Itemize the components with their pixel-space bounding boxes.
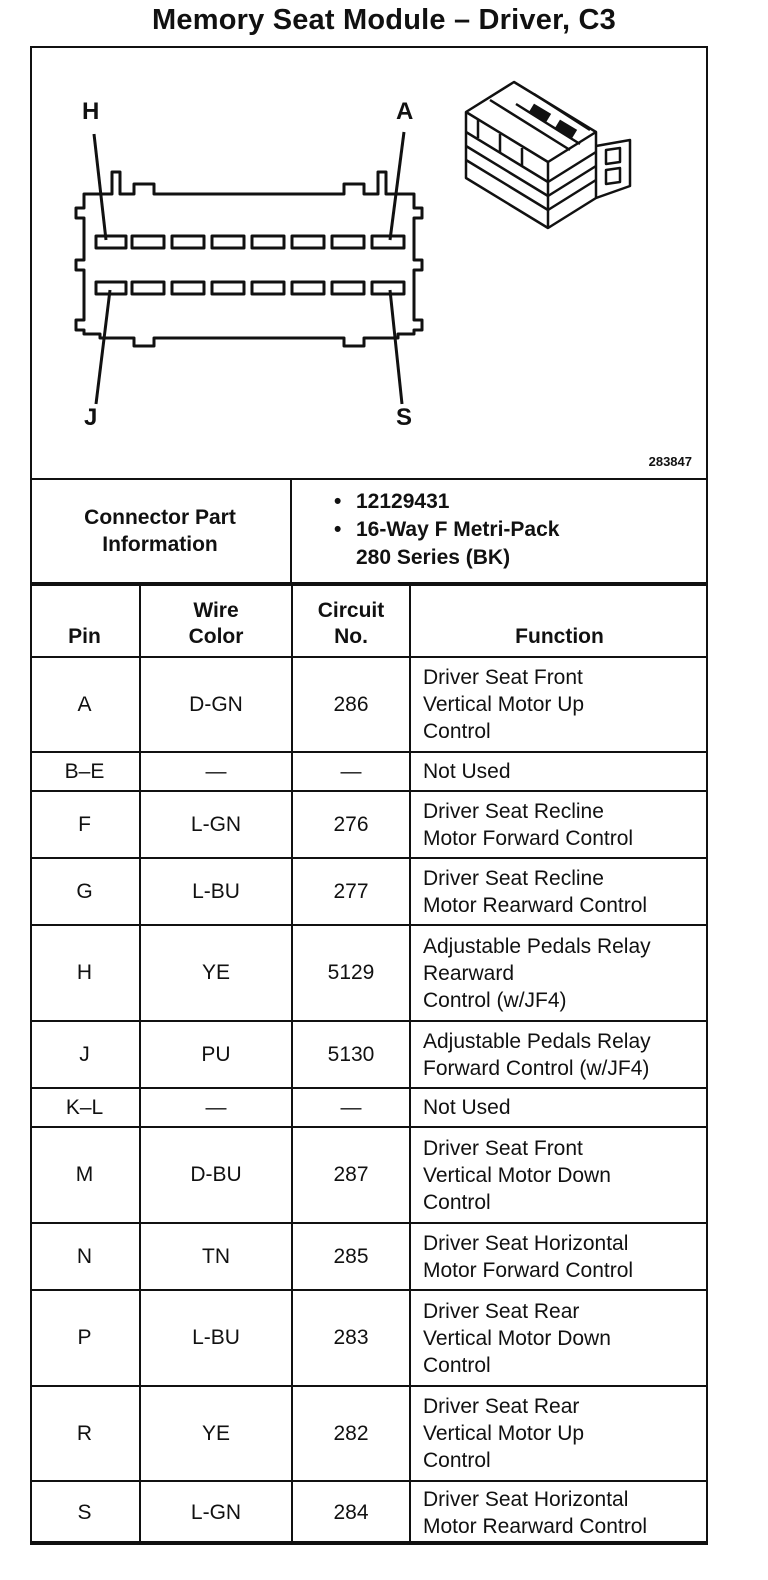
function-cell: Driver Seat Front Vertical Motor Down Control <box>410 1127 708 1223</box>
pin-j-label: J <box>84 404 98 431</box>
function-cell: Not Used <box>410 1088 708 1127</box>
figure-number: 283847 <box>648 454 692 469</box>
pin-cell: A <box>30 657 140 752</box>
circuit-no-cell: 277 <box>292 858 410 925</box>
wire-color-cell: YE <box>140 925 292 1021</box>
connector-info-label: Connector Part Information <box>30 480 292 582</box>
circuit-no-cell: 276 <box>292 791 410 858</box>
function-cell: Driver Seat Horizontal Motor Forward Control <box>410 1223 708 1290</box>
circuit-no-cell: 284 <box>292 1481 410 1544</box>
connector-type: • 16-Way F Metri-Pack 280 Series (BK) <box>330 516 559 572</box>
circuit-no-cell: 5130 <box>292 1021 410 1088</box>
function-cell: Adjustable Pedals Relay Rearward Control (w/JF4) <box>410 925 708 1021</box>
table-row <box>30 1481 708 1544</box>
connector-diagram <box>30 46 708 478</box>
table-row <box>30 858 708 925</box>
pin-h-label: H <box>82 98 100 125</box>
wire-color-cell: — <box>140 752 292 791</box>
table-row <box>30 791 708 858</box>
wire-color-cell: TN <box>140 1223 292 1290</box>
function-cell: Driver Seat Recline Motor Forward Control <box>410 791 708 858</box>
pin-cell: F <box>30 791 140 858</box>
pinout-table <box>30 584 708 1545</box>
connector-part-number: • 12129431 <box>330 488 559 516</box>
function-cell: Driver Seat Horizontal Motor Rearward Control <box>410 1481 708 1544</box>
table-row <box>30 1088 708 1127</box>
table-row <box>30 1386 708 1481</box>
table-row <box>30 1127 708 1223</box>
pin-cell: B–E <box>30 752 140 791</box>
circuit-no-cell: 285 <box>292 1223 410 1290</box>
header-pin: Pin <box>30 585 140 657</box>
pin-cell: N <box>30 1223 140 1290</box>
pin-s-label: S <box>396 404 413 431</box>
table-header-row <box>30 585 708 657</box>
connector-part-information <box>30 478 708 584</box>
circuit-no-cell: — <box>292 752 410 791</box>
circuit-no-cell: 287 <box>292 1127 410 1223</box>
function-cell: Driver Seat Rear Vertical Motor Down Control <box>410 1290 708 1386</box>
table-row <box>30 657 708 752</box>
wire-color-cell: D-GN <box>140 657 292 752</box>
circuit-no-cell: 286 <box>292 657 410 752</box>
connector-info-list <box>330 488 559 572</box>
page-title: Memory Seat Module – Driver, C3 <box>152 4 616 36</box>
header-wire-color: Wire Color <box>140 585 292 657</box>
pin-cell: M <box>30 1127 140 1223</box>
function-cell: Driver Seat Front Vertical Motor Up Control <box>410 657 708 752</box>
wire-color-cell: L-GN <box>140 1481 292 1544</box>
header-circuit-no: Circuit No. <box>292 585 410 657</box>
table-row <box>30 1290 708 1386</box>
header-function: Function <box>410 585 708 657</box>
wire-color-cell: YE <box>140 1386 292 1481</box>
function-cell: Adjustable Pedals Relay Forward Control (w/JF4) <box>410 1021 708 1088</box>
pin-cell: J <box>30 1021 140 1088</box>
pin-cell: P <box>30 1290 140 1386</box>
pin-a-label: A <box>396 98 414 125</box>
circuit-no-cell: — <box>292 1088 410 1127</box>
pinout-table-body <box>30 657 708 1544</box>
wire-color-cell: D-BU <box>140 1127 292 1223</box>
pin-cell: G <box>30 858 140 925</box>
wire-color-cell: L-GN <box>140 791 292 858</box>
pin-cell: S <box>30 1481 140 1544</box>
wire-color-cell: L-BU <box>140 858 292 925</box>
wire-color-cell: L-BU <box>140 1290 292 1386</box>
circuit-no-cell: 282 <box>292 1386 410 1481</box>
pin-cell: H <box>30 925 140 1021</box>
function-cell: Driver Seat Recline Motor Rearward Control <box>410 858 708 925</box>
circuit-no-cell: 283 <box>292 1290 410 1386</box>
table-row <box>30 752 708 791</box>
table-row <box>30 1021 708 1088</box>
pin-cell: R <box>30 1386 140 1481</box>
wire-color-cell: PU <box>140 1021 292 1088</box>
pin-cell: K–L <box>30 1088 140 1127</box>
function-cell: Not Used <box>410 752 708 791</box>
connector-face-drawing <box>30 46 708 478</box>
function-cell: Driver Seat Rear Vertical Motor Up Control <box>410 1386 708 1481</box>
wire-color-cell: — <box>140 1088 292 1127</box>
circuit-no-cell: 5129 <box>292 925 410 1021</box>
table-row <box>30 1223 708 1290</box>
table-row <box>30 925 708 1021</box>
